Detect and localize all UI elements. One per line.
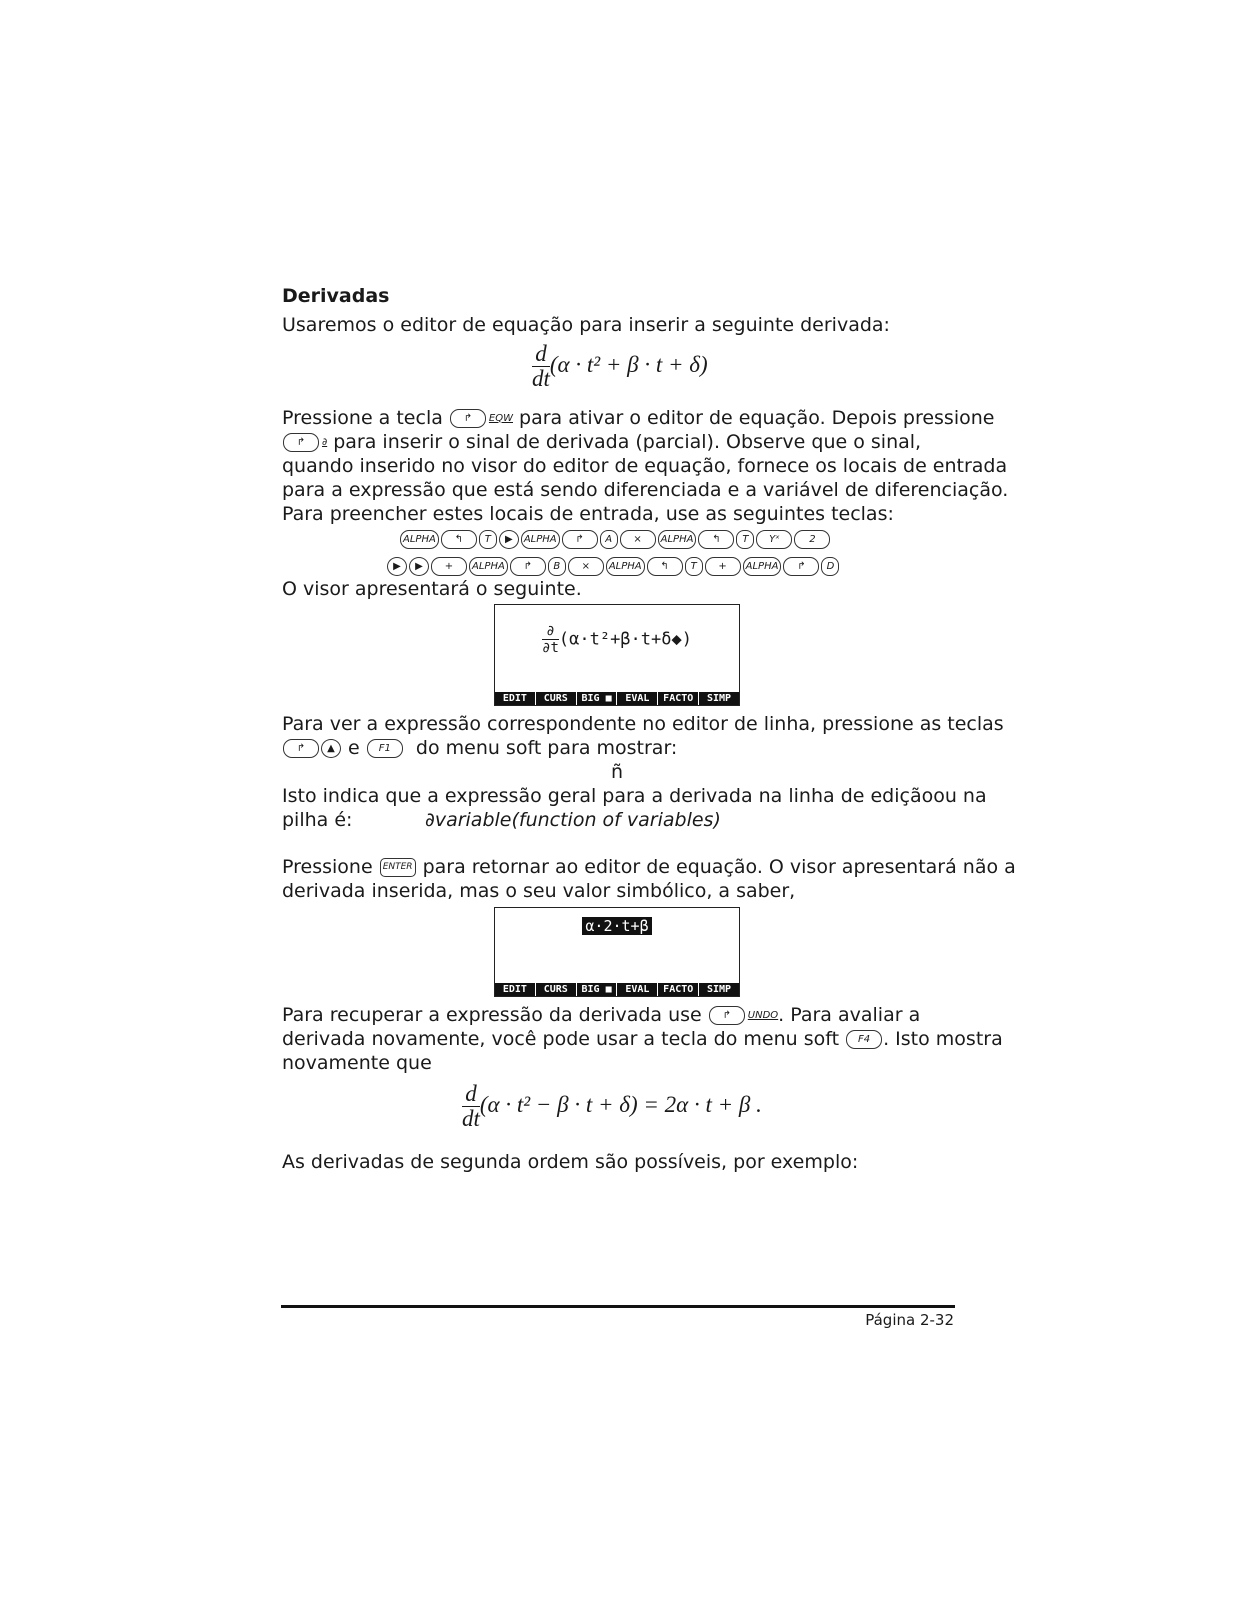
text: Pressione — [282, 856, 373, 878]
key-plus-icon: + — [705, 557, 741, 576]
enter-key-icon: ENTER — [380, 858, 416, 877]
soft-menu-bar — [495, 692, 739, 705]
key-alpha-icon: ALPHA — [606, 557, 645, 576]
key-2-icon: 2 — [794, 530, 830, 549]
key-alpha-icon: ALPHA — [743, 557, 782, 576]
text: . Para avaliar a — [778, 1004, 921, 1026]
para1-line2 — [282, 430, 921, 455]
soft-menu-curs: CURS — [535, 692, 576, 705]
keystroke-row-2 — [386, 556, 840, 576]
soft-menu-edit: EDIT — [502, 693, 527, 704]
key-alpha-icon: ALPHA — [469, 557, 508, 576]
soft-menu-facto: FACTO — [657, 692, 698, 705]
key-yˣ-icon: Yˣ — [756, 530, 792, 549]
key-b-icon: B — [548, 557, 566, 576]
intro-text: Usaremos o editor de equação para inserir a seguinte derivada: — [282, 314, 890, 336]
soft-menu-eval: EVAL — [616, 983, 657, 996]
formula-expression: (α · t² − β · t + δ) = 2α · t + β . — [479, 1091, 762, 1117]
key-a-icon: A — [600, 530, 618, 549]
para1-line1 — [282, 406, 994, 431]
keystroke-row-1 — [399, 529, 831, 549]
para3-line1: Isto indica que a expressão geral para a derivada na linha de ediçãoou na — [282, 785, 987, 807]
key-left-shift-icon: ↰ — [698, 530, 734, 549]
up-arrow-key-icon: ▲ — [321, 739, 341, 758]
key-alpha-icon: ALPHA — [400, 530, 439, 549]
key-right-arrow-icon: ▶ — [387, 557, 407, 576]
footer-rule — [281, 1305, 955, 1308]
para1-line4: para a expressão que está sendo diferenciada e a variável de diferenciação. — [282, 479, 1009, 501]
para2-line1: Para ver a expressão correspondente no editor de linha, pressione as teclas — [282, 713, 1004, 735]
key-right-arrow-icon: ▶ — [409, 557, 429, 576]
partial-fraction — [542, 623, 559, 656]
key-times-icon: × — [620, 530, 656, 549]
page-number: Página 2-32 — [865, 1311, 954, 1329]
undo-label: UNDO — [747, 1009, 779, 1021]
visor-text: O visor apresentará o seguinte. — [282, 578, 582, 600]
key-right-shift-icon: ↱ — [510, 557, 546, 576]
soft-menu-facto: FACTO — [657, 983, 698, 996]
para5-line2 — [282, 1027, 1003, 1051]
calculator-screen-2 — [494, 907, 740, 997]
para2-line2 — [282, 736, 677, 760]
key-t-icon: T — [479, 530, 497, 549]
key-d-icon: D — [821, 557, 839, 576]
eqw-label: EQW — [488, 412, 513, 424]
partial-label: ∂ — [322, 436, 328, 448]
para1-line3: quando inserido no visor do editor de equação, fornece os locais de entrada — [282, 455, 1008, 477]
derivative-formula-2 — [462, 1082, 762, 1131]
right-shift-key-icon: ↱ — [283, 433, 319, 452]
fraction-numerator: d — [532, 342, 550, 367]
right-shift-key-icon: ↱ — [709, 1006, 745, 1025]
glyph-placeholder: ñ — [611, 761, 624, 783]
para5-line3: novamente que — [282, 1052, 432, 1074]
text: para ativar o editor de equação. Depois pressione — [519, 407, 995, 429]
text: e — [348, 737, 360, 759]
soft-menu-simp: SIMP — [698, 692, 739, 705]
key-right-shift-icon: ↱ — [783, 557, 819, 576]
para5-line1 — [282, 1003, 920, 1028]
text: derivada novamente, você pode usar a tecla do menu soft — [282, 1028, 840, 1050]
soft-menu-big: BIG ■ — [576, 983, 617, 996]
para3-line2 — [282, 808, 721, 832]
fraction-denominator: dt — [532, 366, 550, 391]
soft-menu-eval: EVAL — [616, 692, 657, 705]
general-form: ∂variable(function of variables) — [425, 809, 721, 831]
key-times-icon: × — [568, 557, 604, 576]
key-right-shift-icon: ↱ — [562, 530, 598, 549]
right-shift-key-icon: ↱ — [283, 739, 319, 758]
num: ∂ — [542, 623, 559, 640]
para4-line1 — [282, 855, 1016, 879]
derivative-formula-1 — [532, 342, 708, 391]
text: pilha é: — [282, 809, 353, 831]
highlighted-result: α·2·t+β — [582, 917, 651, 935]
soft-menu-edit: EDIT — [502, 984, 527, 995]
soft-menu-big: BIG ■ — [576, 692, 617, 705]
key-t-icon: T — [736, 530, 754, 549]
soft-menu-simp: SIMP — [698, 983, 739, 996]
screen1-body: (α·t²+β·t+δ◆) — [558, 629, 692, 650]
f1-key-icon: F1 — [367, 739, 403, 758]
text: Pressione a tecla — [282, 407, 443, 429]
text: para retornar ao editor de equação. O visor apresentará não a — [422, 856, 1016, 878]
closing-text: As derivadas de segunda ordem são possíveis, por exemplo: — [282, 1151, 859, 1173]
calculator-screen-1 — [494, 604, 740, 706]
right-shift-key-icon: ↱ — [450, 409, 486, 428]
text: . Isto mostra — [883, 1028, 1003, 1050]
fraction — [462, 1082, 480, 1131]
key-plus-icon: + — [431, 557, 467, 576]
key-alpha-icon: ALPHA — [521, 530, 560, 549]
key-alpha-icon: ALPHA — [658, 530, 697, 549]
den: ∂t — [542, 640, 559, 656]
formula-expression: (α · t² + β · t + δ) — [549, 351, 708, 377]
fraction — [532, 342, 550, 391]
text: Para recuperar a expressão da derivada use — [282, 1004, 702, 1026]
key-left-shift-icon: ↰ — [647, 557, 683, 576]
screen-expression — [495, 623, 739, 656]
para1-line5: Para preencher estes locais de entrada, use as seguintes teclas: — [282, 503, 894, 525]
soft-menu-curs: CURS — [535, 983, 576, 996]
text: do menu soft para mostrar: — [415, 737, 678, 759]
para4-line2: derivada inserida, mas o seu valor simbólico, a saber, — [282, 880, 796, 902]
key-t-icon: T — [685, 557, 703, 576]
soft-menu-bar — [495, 983, 739, 996]
screen-expression — [495, 916, 739, 935]
f4-key-icon: F4 — [846, 1030, 882, 1049]
fraction-numerator: d — [462, 1082, 480, 1107]
key-left-shift-icon: ↰ — [441, 530, 477, 549]
fraction-denominator: dt — [462, 1106, 480, 1131]
section-heading: Derivadas — [282, 285, 390, 307]
text: para inserir o sinal de derivada (parcial). Observe que o sinal, — [333, 431, 922, 453]
key-right-arrow-icon: ▶ — [499, 530, 519, 549]
